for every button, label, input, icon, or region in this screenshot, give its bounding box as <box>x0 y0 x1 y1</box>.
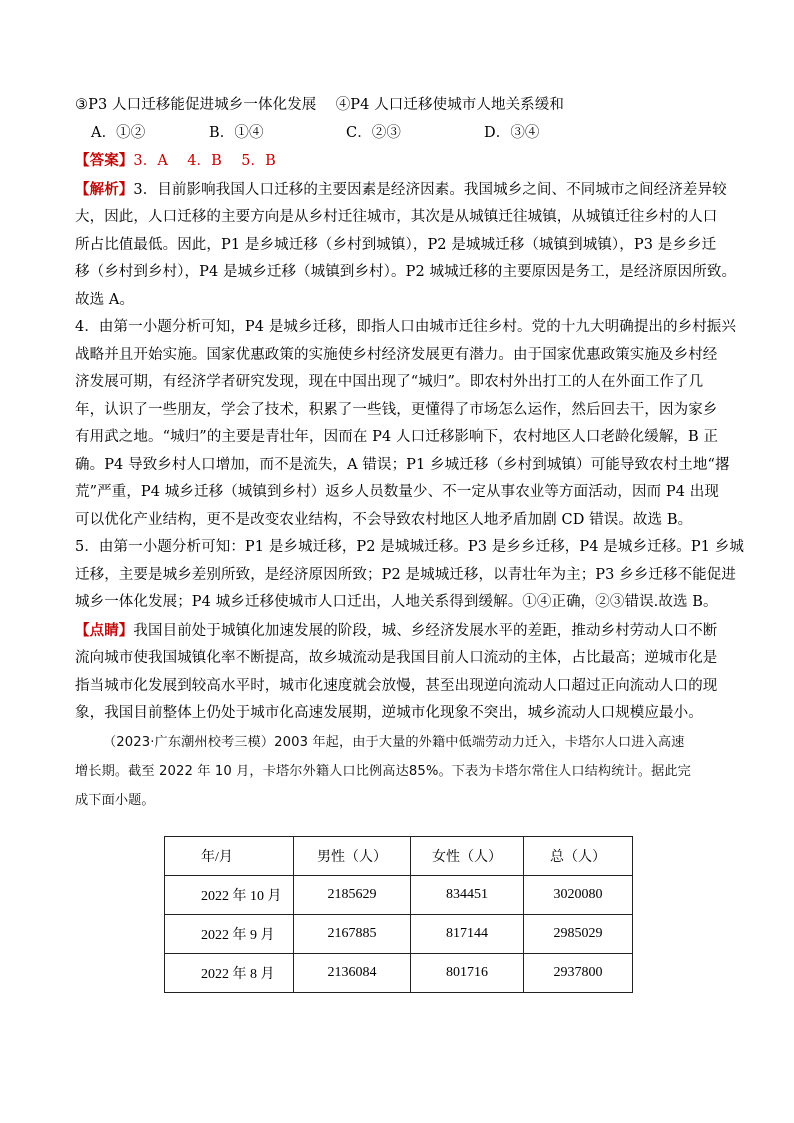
comment-line: 指当城市化发展到较高水平时，城市化速度就会放慢，甚至出现逆向流动人口超过正向流动人口的现 <box>75 677 718 694</box>
question-intro-line: （2023·广东潮州校考三模）2003 年起，由于大量的外籍中低端劳动力迁入，卡塔尔人口进入高速 <box>103 734 685 750</box>
answer-choices <box>75 120 725 148</box>
question-intro-line: 增长期。截至 2022 年 10 月，卡塔尔外籍人口比例高达85%。下表为卡塔尔常住人口结构统计。据此完 <box>75 763 691 779</box>
cell-female: 834451 <box>411 876 524 915</box>
analysis-line: 城乡一体化发展；P4 城乡迁移使城市人口迁出，人地关系得到缓解。①④正确，②③错误.故选 B。 <box>75 594 718 610</box>
analysis-line: 移（乡村到乡村），P4 是城乡迁移（城镇到乡村）。P2 城城迁移的主要原因是务工，是经济原因所致。 <box>75 264 737 280</box>
population-table <box>164 836 633 993</box>
table-row <box>165 915 633 954</box>
analysis-tag: 【解析】 <box>75 180 134 198</box>
cell-month: 2022 年 10 月 <box>165 876 294 915</box>
cell-female: 817144 <box>411 915 524 954</box>
cell-female: 801716 <box>411 954 524 993</box>
analysis-line: 大，因此，人口迁移的主要方向是从乡村迁往城市，其次是从城镇迁往城镇，从城镇迁往乡村的人口 <box>75 209 718 225</box>
analysis-line: 5．由第一小题分析可知：P1 是乡城迁移，P2 是城城迁移。P3 是乡乡迁移，P4 是城乡迁移。P1 乡城 <box>75 539 744 555</box>
analysis-line: 有用武之地。“城归”的主要是青壮年，因而在 P4 人口迁移影响下，农村地区人口老龄化缓解，B 正 <box>75 429 719 445</box>
analysis-line: 战略并且开始实施。国家优惠政策的实施使乡村经济发展更有潜力。由于国家优惠政策实施及乡村经 <box>75 346 718 363</box>
analysis-line: 故选 A。 <box>75 291 135 308</box>
choice-c: C．②③ <box>346 124 401 141</box>
choice-a: A．①② <box>91 124 146 141</box>
analysis-line: 荒”严重，P4 城乡迁移（城镇到乡村）返乡人员数量少、不一定从事农业等方面活动，因而 P4 出现 <box>75 484 719 500</box>
cell-male: 2136084 <box>294 954 411 993</box>
answer-text: 3．A 4．B 5．B <box>133 153 276 169</box>
question-intro-line: 成下面小题。 <box>75 792 155 808</box>
analysis-line: 所占比值最低。因此，P1 是乡城迁移（乡村到城镇），P2 是城城迁移（城镇到城镇），P3 是乡乡迁 <box>75 236 717 253</box>
table-row <box>165 954 633 993</box>
choice-d: D．③④ <box>484 124 540 141</box>
analysis-line: 确。P4 导致乡村人口增加，而不是流失，A 错误；P1 乡城迁移（乡村到城镇）可能导致农村土地“撂 <box>75 456 730 473</box>
header-male: 男性（人） <box>294 837 411 876</box>
comment-line: 象，我国目前整体上仍处于城市化高速发展期，逆城市化现象不突出，城乡流动人口规模应最小。 <box>75 705 703 721</box>
document-body <box>75 92 744 815</box>
header-month: 年/月 <box>165 837 294 876</box>
choice-b: B．①④ <box>209 124 264 141</box>
analysis-line: 4．由第一小题分析可知，P4 是城乡迁移，即指人口由城市迁往乡村。党的十九大明确提出的乡村振兴 <box>75 319 737 335</box>
analysis-line: 迁移，主要是城乡差别所致，是经济原因所致；P2 是城城迁移，以青壮年为主；P3 乡乡迁移不能促进 <box>75 566 736 583</box>
statement-options-line: ③P3 人口迁移能促进城乡一体化发展 ④P4 人口迁移使城市人地关系缓和 <box>75 97 564 113</box>
cell-month: 2022 年 8 月 <box>165 954 294 993</box>
header-total: 总（人） <box>524 837 633 876</box>
comment-tag: 【点睛】 <box>75 621 134 639</box>
answer-tag: 【答案】 <box>75 152 134 169</box>
comment-text: 我国目前处于城镇化加速发展的阶段，城、乡经济发展水平的差距，推动乡村劳动人口不断 <box>133 622 718 639</box>
answer-line <box>75 147 725 176</box>
header-female: 女性（人） <box>411 837 524 876</box>
table-header-row <box>165 837 633 876</box>
analysis-line <box>75 176 725 205</box>
analysis-line: 济发展可期，有经济学者研究发现，现在中国出现了“城归”。即农村外出打工的人在外面工作了几 <box>75 374 704 390</box>
comment-line: 流向城市使我国城镇化率不断提高，故乡城流动是我国目前人口流动的主体，占比最高；逆城市化是 <box>75 650 718 666</box>
comment-line <box>75 617 725 646</box>
cell-total: 2985029 <box>524 915 633 954</box>
analysis-text: 3．目前影响我国人口迁移的主要因素是经济因素。我国城乡之间、不同城市之间经济差异较 <box>133 181 727 198</box>
cell-total: 3020080 <box>524 876 633 915</box>
cell-male: 2167885 <box>294 915 411 954</box>
analysis-line: 可以优化产业结构，更不是改变农业结构，不会导致农村地区人地矛盾加剧 CD 错误。故选 B。 <box>75 511 693 528</box>
table-row <box>165 876 633 915</box>
cell-month: 2022 年 9 月 <box>165 915 294 954</box>
cell-male: 2185629 <box>294 876 411 915</box>
analysis-line: 年，认识了一些朋友，学会了技术，积累了一些钱，更懂得了市场怎么运作，然后回去干，因为家乡 <box>75 401 718 418</box>
cell-total: 2937800 <box>524 954 633 993</box>
